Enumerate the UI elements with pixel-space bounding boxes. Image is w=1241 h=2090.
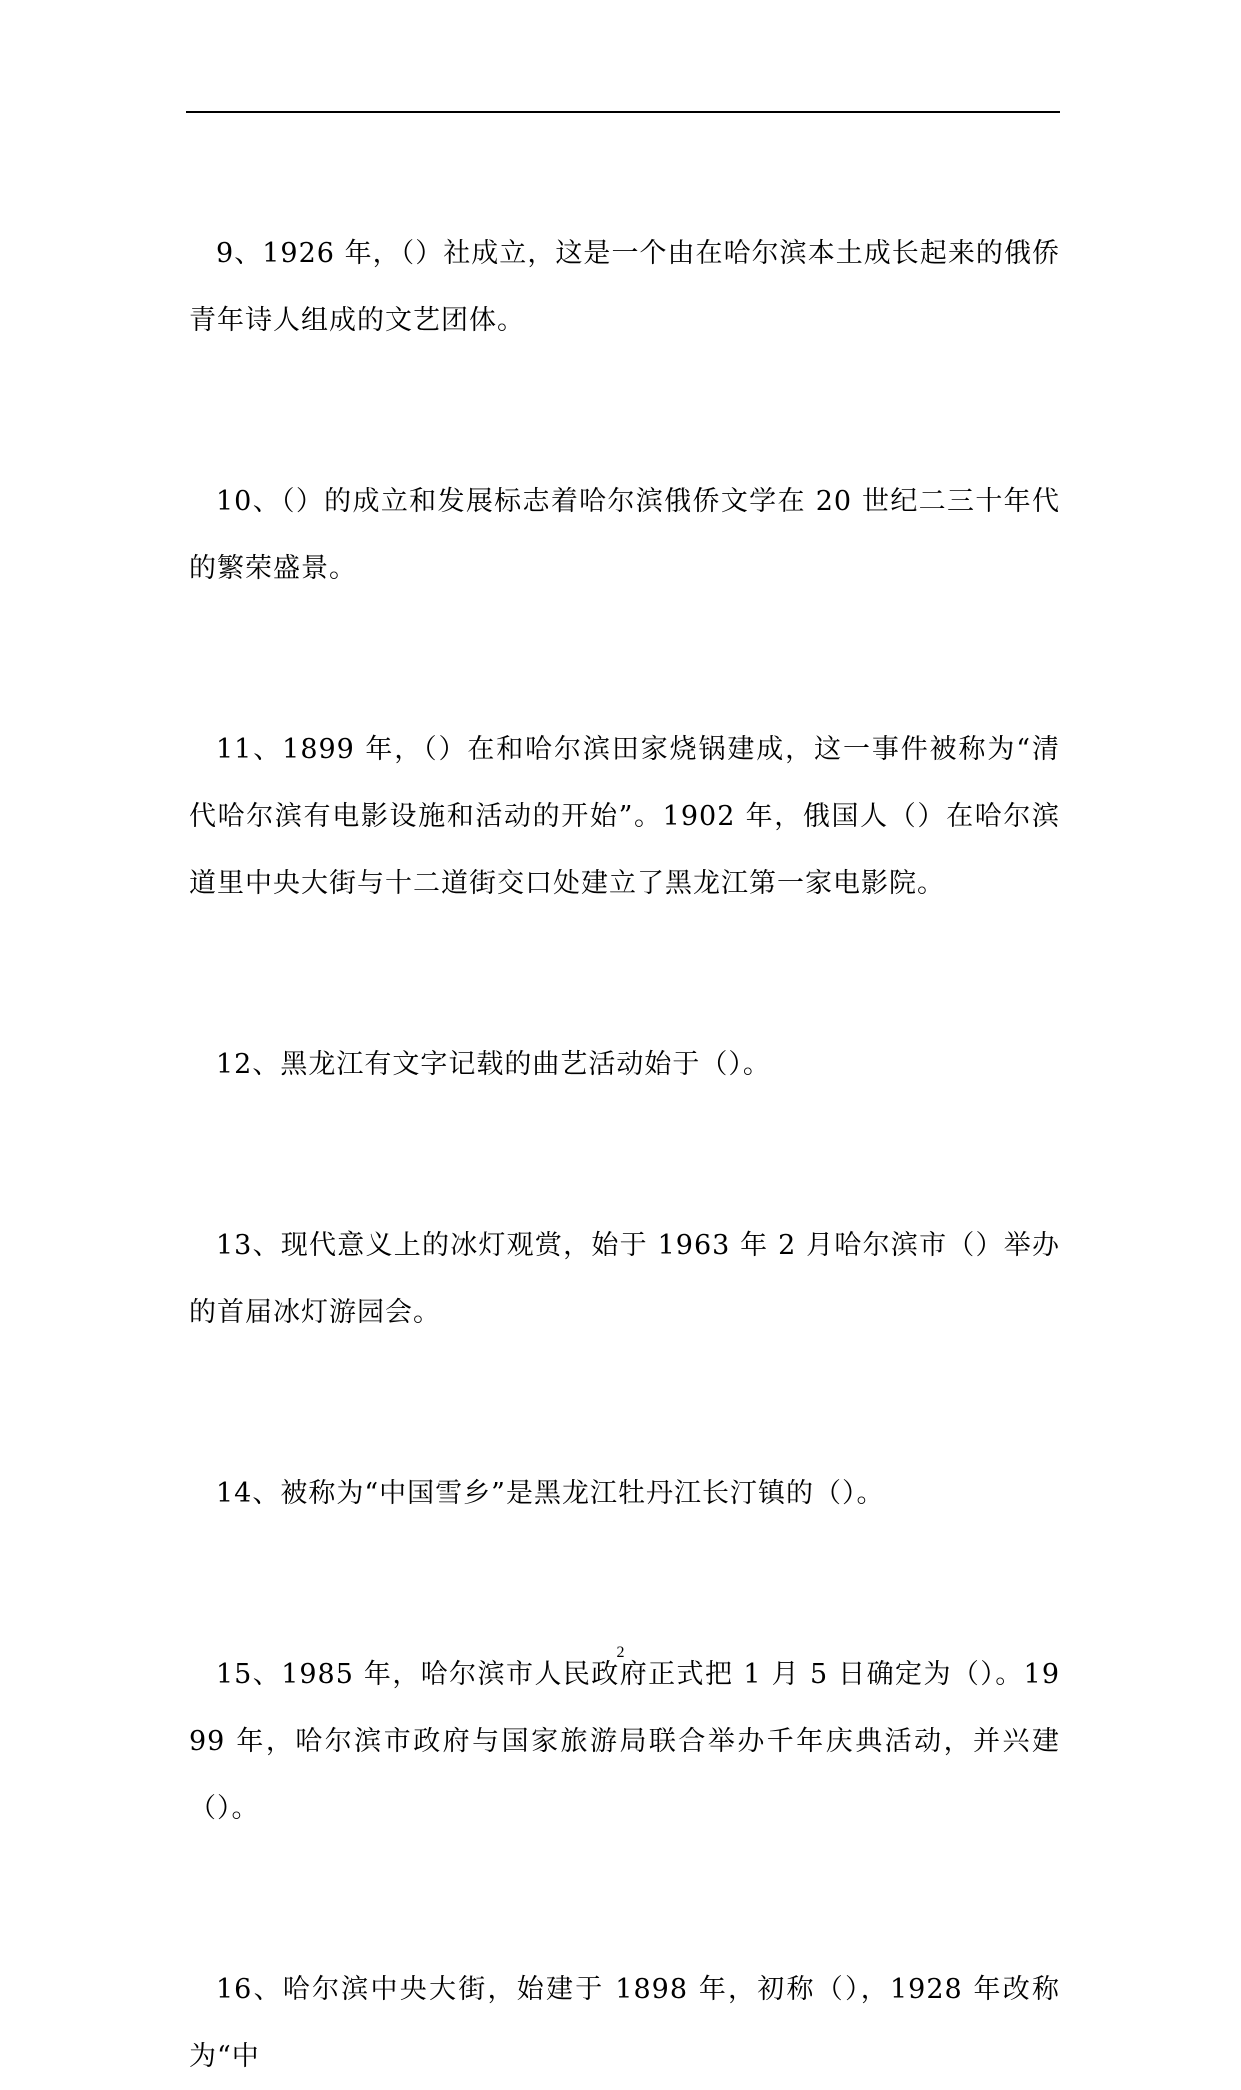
page-number: 2 — [616, 1644, 625, 1661]
question-14: 14、被称为“中国雪乡”是黑龙江牡丹江长汀镇的（）。 — [216, 1478, 885, 1509]
question-15: 15、1985 年，哈尔滨市人民政府正式把 1 月 5 日确定为（）。1999 年，哈尔滨市政府与国家旅游局联合举办千年庆典活动，并兴建（）。 — [189, 1659, 1060, 1824]
header-rule — [186, 111, 1060, 113]
question-16: 16、哈尔滨中央大街，始建于 1898 年，初称（），1928 年改称为“中 — [189, 1974, 1060, 2072]
question-10: 10、（）的成立和发展标志着哈尔滨俄侨文学在 20 世纪二三十年代的繁荣盛景。 — [189, 486, 1060, 584]
question-list — [189, 220, 1060, 2090]
question-9: 9、1926 年，（）社成立，这是一个由在哈尔滨本土成长起来的俄侨青年诗人组成的文艺团体。 — [189, 238, 1060, 336]
question-12: 12、黑龙江有文字记载的曲艺活动始于（）。 — [216, 1049, 771, 1080]
question-11: 11、1899 年，（）在和哈尔滨田家烧锅建成，这一事件被称为“清代哈尔滨有电影设施和活动的开始”。1902 年，俄国人（）在哈尔滨道里中央大街与十二道街交口处建立了黑龙江第一家电影院。 — [189, 734, 1060, 899]
question-13: 13、现代意义上的冰灯观赏，始于 1963 年 2 月哈尔滨市（）举办的首届冰灯游园会。 — [189, 1230, 1060, 1328]
